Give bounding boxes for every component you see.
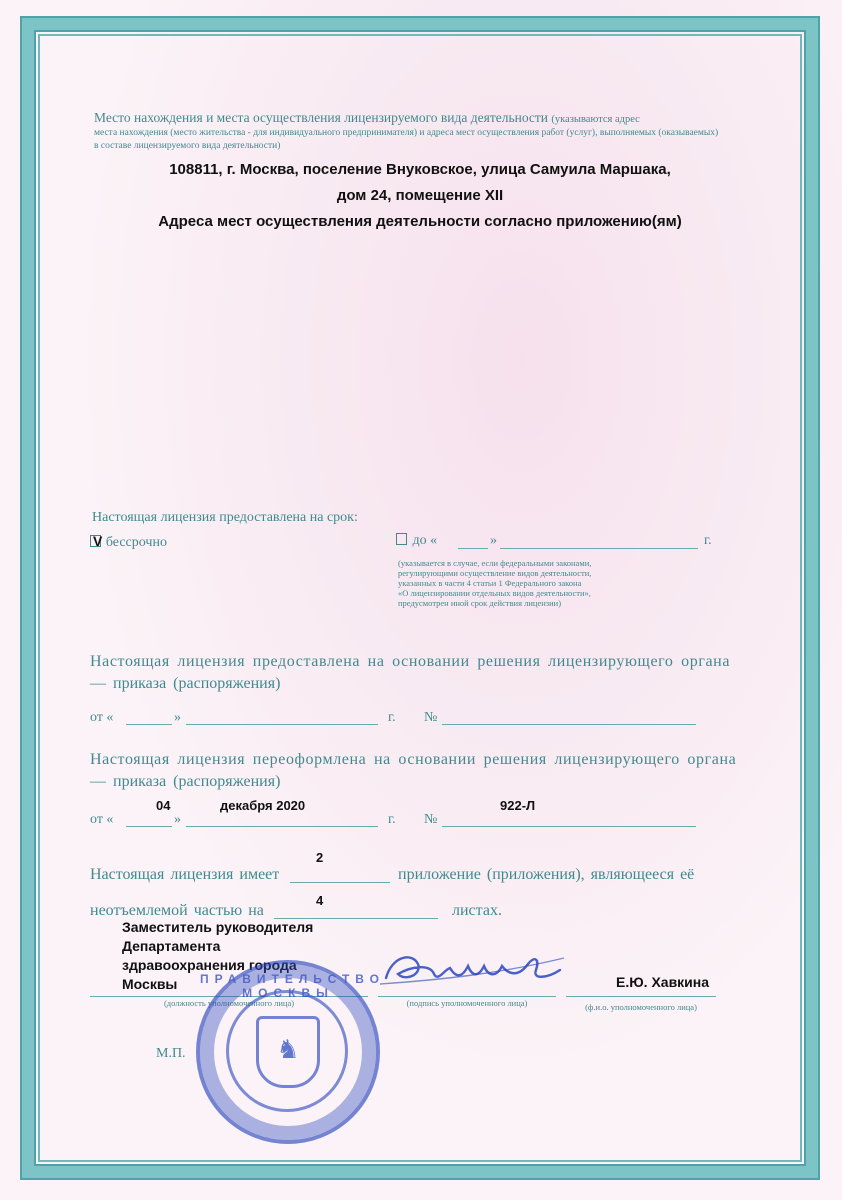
seal-label: М.П. xyxy=(156,1046,186,1061)
term-note-line: предусмотрен иной срок действия лицензии) xyxy=(398,598,562,608)
until-mid: » xyxy=(490,533,497,548)
address-line3: Адреса мест осуществления деятельности согласно приложению(ям) xyxy=(158,213,682,230)
appendix-count: 2 xyxy=(316,850,324,865)
position-line: здравоохранения города xyxy=(122,957,297,973)
location-heading-text: Место нахождения и места осуществления лицензируемого вида деятельности xyxy=(94,110,549,125)
term-note-line: «О лицензировании отдельных видов деятельности», xyxy=(398,588,591,598)
address-line1: 108811, г. Москва, поселение Внуковское, улица Самуила Маршака, xyxy=(169,161,671,178)
until-year-suffix: г. xyxy=(704,533,712,548)
grant-year-suffix: г. xyxy=(388,710,396,725)
grant-close-quote: » xyxy=(174,710,181,725)
grant-from-label: от « xyxy=(90,710,114,725)
reissue-year-suffix: г. xyxy=(388,812,396,827)
signature-line xyxy=(378,996,556,997)
name-line xyxy=(566,996,716,997)
until-prefix: до « xyxy=(412,533,438,548)
appendix-count-line xyxy=(290,882,390,883)
grant-number-label: № xyxy=(424,710,438,725)
term-unlimited xyxy=(90,533,167,551)
term-label: Настоящая лицензия предоставлена на срок: xyxy=(92,510,358,525)
caption-position: (должность уполномоченного лица) xyxy=(163,998,295,1008)
until-checkbox xyxy=(396,533,407,545)
term-note-line: (указывается в случае, если федеральными законами, xyxy=(398,558,592,568)
term-note-line: регулирующими осуществление видов деятельности, xyxy=(398,568,592,578)
appendix-line1-suffix: приложение (приложения), являющееся её xyxy=(398,866,695,883)
reissue-line2: — приказа (распоряжения) xyxy=(90,773,281,790)
grant-number-line xyxy=(442,724,696,725)
appendix-line1-prefix: Настоящая лицензия имеет xyxy=(90,866,280,883)
reissue-number: 922-Л xyxy=(500,798,536,813)
position-line: Москвы xyxy=(122,976,178,992)
address-line2: дом 24, помещение XII xyxy=(336,187,504,204)
appendix-line2-prefix: неотъемлемой частью на xyxy=(90,902,264,919)
caption-signature: (подпись уполномоченного лица) xyxy=(406,998,528,1008)
appendix-sheets: 4 xyxy=(316,893,324,908)
moscow-coat-of-arms-icon: ♞ xyxy=(256,1016,320,1088)
term-note-line: указанных в части 4 статьи 1 Федерального закона xyxy=(398,578,582,588)
location-note-line2: в составе лицензируемого вида деятельности) xyxy=(94,141,281,151)
signatory-name: Е.Ю. Хавкина xyxy=(616,974,710,990)
signature-icon xyxy=(378,944,568,994)
reissue-close-quote: » xyxy=(174,812,181,827)
reissue-month-year: декабря 2020 xyxy=(220,798,306,813)
grant-date-line xyxy=(186,724,378,725)
location-heading xyxy=(94,110,754,126)
reissue-date-line xyxy=(186,826,378,827)
grant-line2: — приказа (распоряжения) xyxy=(90,675,281,692)
caption-name: (ф.и.о. уполномоченного лица) xyxy=(585,1002,697,1012)
reissue-number-line xyxy=(442,826,696,827)
term-note xyxy=(398,558,618,608)
reissue-day-line xyxy=(126,826,172,827)
check-mark: V xyxy=(93,533,103,549)
appendix-line2-suffix: листах. xyxy=(452,902,502,919)
reissue-day: 04 xyxy=(156,798,171,813)
grant-day-line xyxy=(126,724,172,725)
grant-line1: Настоящая лицензия предоставлена на основании решения лицензирующего органа xyxy=(90,653,731,670)
stamp-text: ПРАВИТЕЛЬСТВО МОСКВЫ xyxy=(200,972,386,1000)
reissue-number-label: № xyxy=(424,812,438,827)
location-note-line1: места нахождения (место жительства - для индивидуального предпринимателя) и адреса мест осуществления работ (услуг), выполняемых (оказываемых) xyxy=(94,128,719,138)
reissue-from-label: от « xyxy=(90,812,114,827)
until-date-line xyxy=(500,548,698,549)
unlimited-label: бессрочно xyxy=(105,535,167,550)
reissue-line1: Настоящая лицензия переоформлена на основании решения лицензирующего органа xyxy=(90,751,737,768)
until-day-line xyxy=(458,548,488,549)
location-heading-note: (указываются адрес xyxy=(551,114,640,125)
term-until xyxy=(396,533,437,549)
official-stamp-icon xyxy=(196,960,386,1144)
position-line: Департамента xyxy=(122,938,221,954)
position-line: Заместитель руководителя xyxy=(122,919,314,935)
